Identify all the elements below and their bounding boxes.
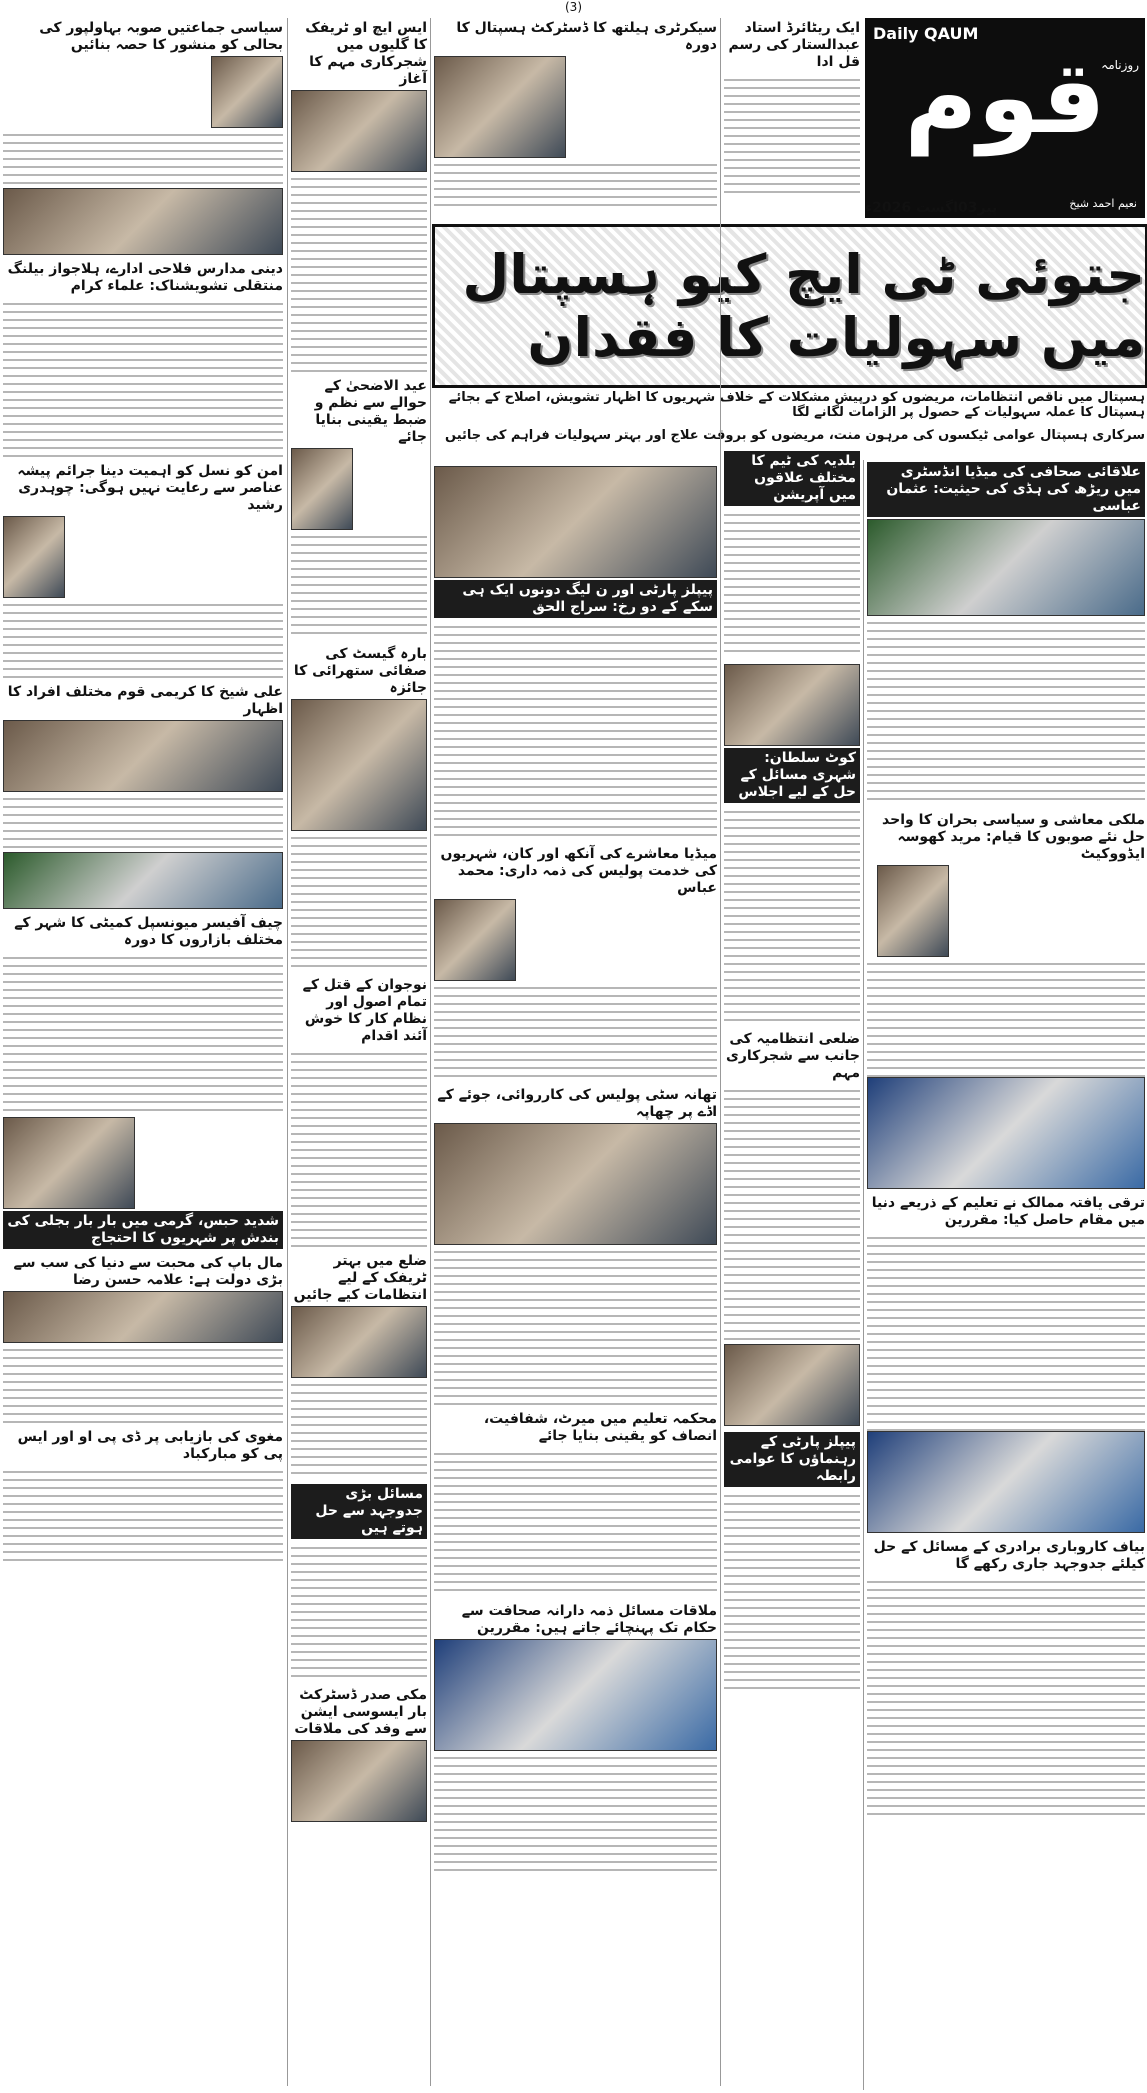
article [434,1411,717,1597]
article [3,915,283,1111]
article-photo [434,56,566,158]
article-photo [434,1639,717,1751]
article-body [867,1575,1145,1815]
article-body [3,598,283,678]
article-body [291,831,427,971]
article-body [291,530,427,640]
lead-subhead-1: ہسپتال میں ناقص انتظامات، مریضوں کو درپیش مشکلات کے خلاف شہریوں کا اظہار تشویش، اصلاح کے بجائے ہسپتال کا عملہ سہولیات کے حصول پر الزامات لگانے لگا [448,390,1145,420]
article-photo [867,519,1145,616]
article-headline: چیف آفیسر میونسپل کمیٹی کا شہر کے مختلف بازاروں کا دورہ [14,915,283,948]
article [724,451,860,658]
article-headline: محکمہ تعلیم میں میرٹ، شفافیت، انصاف کو یقینی بنایا جائے [483,1411,717,1444]
article-headline: علاقائی صحافی کی میڈیا انڈسٹری میں ریڑھ کی ہڈی کی حیثیت: عثمان عباسی [867,462,1145,517]
article-headline: عید الاضحیٰ کے حوالے سے نظم و ضبط یقینی بنایا جائے [314,378,427,445]
article [724,20,860,193]
article-body [867,1231,1145,1431]
article-headline: سیاسی جماعتیں صوبہ بہاولپور کی بحالی کو منشور کا حصہ بنائیں [39,20,283,53]
article-photo [3,1117,135,1209]
article-headline: بیاف کاروباری برادری کے مسائل کے حل کیلئے جدوجہد جاری رکھے گا [873,1539,1145,1572]
article-headline: امن کو نسل کو اہمیت دینا جرائم پیشہ عناصر سے رعایت نہیں ہوگی: چوہدری رشید [17,463,283,513]
column-2 [287,18,430,2086]
article-headline: دینی مدارس فلاحی ادارے، ہلاجواز بیلنگ منتقلی تشویشناک: علماء کرام [7,261,283,294]
article-headline: کوٹ سلطان: شہری مسائل کے حل کے لیے اجلاس [724,748,860,803]
article [3,1117,283,1249]
article-headline: تھانہ سٹی پولیس کی کارروائی، جوئے کے اڈے پر چھاپہ [437,1087,717,1120]
column-3 [430,18,720,2086]
article-headline: مکی صدر ڈسٹرکٹ بار ایسوسی ایشن سے وفد کی ملاقات [294,1687,427,1737]
article-headline: بارہ گیسٹ کی صفائی ستھرائی کا جائزہ [293,646,427,696]
article-photo [3,852,283,909]
masthead-roznama: روزنامہ [1101,58,1139,72]
article-body [434,1751,717,1871]
article-headline: شدید حبس، گرمی میں بار بار بجلی کی بندش پر شہریوں کا احتجاج [3,1211,283,1249]
article [291,1253,427,1478]
article [867,812,1145,1189]
article-body [724,73,860,193]
article-body [3,1465,283,1565]
article-photo [3,720,283,792]
article [3,1255,283,1423]
article-body [3,792,283,852]
article [291,977,427,1247]
article-photo [724,664,860,746]
article [291,378,427,640]
article [3,463,283,678]
article-body [724,1084,860,1344]
article-photo [3,516,65,598]
article-headline: میڈیا معاشرے کی آنکھ اور کان، شہریوں کی خدمت پولیس کی ذمہ داری: محمد عباس [440,846,717,896]
article-headline: علی شیخ کا کریمی قوم مختلف افراد کا اظہار [7,684,283,717]
article-body [3,297,283,457]
column-5 [863,460,1147,2090]
article-photo [877,865,949,957]
article-photo [291,90,427,172]
article [291,646,427,971]
lead-headline: جتوئی ٹی ایچ کیو ہسپتال میں سہولیات کا فقدان [462,243,1145,369]
article [291,1687,427,1822]
article [434,20,717,208]
article-headline: ملاقات مسائل ذمہ دارانہ صحافت سے حکام تک پہنچائے جاتے ہیں: مقررین [461,1603,717,1636]
article-body [291,1378,427,1478]
article [867,462,1145,806]
article-body [434,1245,717,1405]
article-headline: بلدیہ کی ٹیم کا مختلف علاقوں میں آپریشن [724,451,860,506]
article [724,1031,860,1426]
article-photo [434,899,516,981]
article-headline: پیپلز پارٹی اور ن لیگ دونوں ایک ہی سکے کے دو رخ: سراج الحق [434,580,717,618]
article-headline: ترقی یافتہ ممالک نے تعلیم کے ذریعے دنیا میں مقام حاصل کیا: مقررین [871,1195,1145,1228]
article-photo [3,188,283,255]
article-headline: نوجوان کے قتل کے تمام اصول اور نظام کار کا خوش آئند اقدام [302,977,427,1044]
article [867,1195,1145,1533]
article-photo [291,1740,427,1822]
column-4 [720,18,863,2086]
article [724,1432,860,1689]
article-body [434,620,717,840]
article-body [291,1541,427,1681]
article [724,664,860,1025]
article-headline: ایس ایچ او ٹریفک کا گلیوں میں شجرکاری مہم کا آغاز [305,20,427,87]
article [434,1603,717,1871]
article [3,20,283,255]
article [3,684,283,909]
article-body [724,508,860,658]
article [3,1429,283,1565]
article [291,1484,427,1681]
article [434,846,717,1081]
dateline: پیر03اگست 2026ء [865,200,998,216]
article [3,261,283,457]
article-body [3,128,283,188]
article-photo [291,699,427,831]
article-headline: ایک ریٹائرڈ استاد عبدالستار کی رسم قل ادا [728,20,860,70]
masthead [865,18,1145,218]
article-headline: مسائل بڑی جدوجہد سے حل ہوتے ہیں [291,1484,427,1539]
column-1 [0,18,286,2086]
article [434,1087,717,1405]
article-headline: سیکرٹری ہیلتھ کا ڈسٹرکٹ ہسپتال کا دورہ [456,20,717,53]
article-body [3,951,283,1111]
article-headline: ضلع میں بہتر ٹریفک کے لیے انتظامات کیے جائیں [293,1253,427,1303]
article-body [291,172,427,372]
article-body [724,1489,860,1689]
masthead-logo: قوم [904,39,1106,156]
article-photo [434,1123,717,1245]
article-photo [867,1431,1145,1533]
article-body [3,1343,283,1423]
article-body [291,1047,427,1247]
article [434,466,717,840]
article [291,20,427,372]
article-body [724,805,860,1025]
article-body [434,1447,717,1597]
article-headline: ملکی معاشی و سیاسی بحران کا واحد حل نئے صوبوں کا قیام: مرید کھوسہ ایڈووکیٹ [882,812,1145,862]
article-headline: پیپلز پارٹی کے رہنماؤں کا عوامی رابطہ [724,1432,860,1487]
article-body [434,981,717,1081]
article-photo [724,1344,860,1426]
article-photo [291,1306,427,1378]
lead-subhead-2: سرکاری ہسپتال عوامی ٹیکسوں کی مرہون منت، مریضوں کو بروقت علاج اور بہتر سہولیات فراہم کی جائیں [445,428,1145,443]
article-headline: ضلعی انتظامیہ کی جانب سے شجرکاری مہم [726,1031,860,1081]
article [867,1539,1145,1815]
page-number: (3) [565,0,582,14]
article-photo [867,1077,1145,1189]
article-body [867,957,1145,1077]
article-headline: مال باپ کی محبت سے دنیا کی سب سے بڑی دولت ہے: علامہ حسن رضا [13,1255,283,1288]
article-photo [291,448,353,530]
article-body [867,616,1145,806]
masthead-editor: نعیم احمد شیخ [1069,197,1137,210]
masthead-english: Daily QAUM [873,24,979,43]
article-photo [211,56,283,128]
article-headline: مغوی کی بازیابی پر ڈی پی او اور ایس پی کو مبارکباد [17,1429,283,1462]
article-photo [434,466,717,578]
article-photo [3,1291,283,1343]
article-body [434,158,717,208]
